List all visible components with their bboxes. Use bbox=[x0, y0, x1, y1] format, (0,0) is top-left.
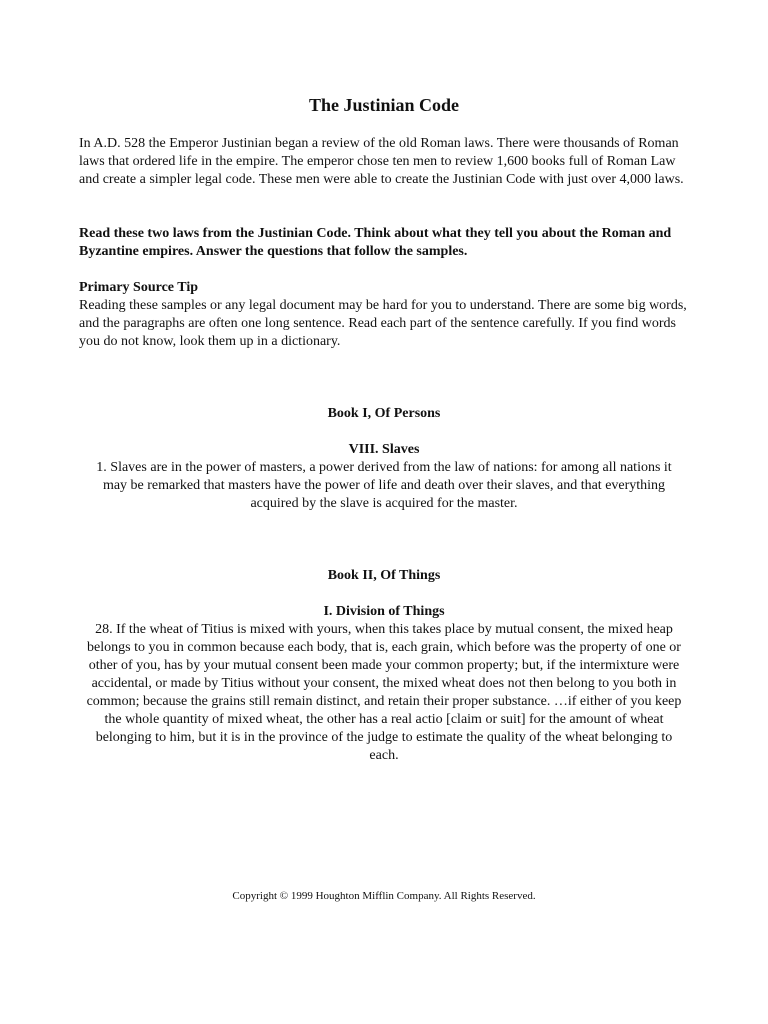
tip-heading: Primary Source Tip bbox=[79, 280, 198, 295]
book1-section-title: VIII. Slaves bbox=[348, 442, 420, 457]
intro-paragraph: In A.D. 528 the Emperor Justinian began a review of the old Roman laws. There were thousands of Roman laws that ordered life in the empire. The emperor chose ten men to review 1,600 books full of Roman Law and create a simpler legal code. These men were able to create the Justinian Code with just over 4,000 laws. bbox=[79, 136, 684, 187]
book2-section-title: I. Division of Things bbox=[323, 604, 445, 619]
instructions-paragraph: Read these two laws from the Justinian Code. Think about what they tell you about the Roman and Byzantine empires. Answer the questions that follow the samples. bbox=[79, 226, 672, 259]
tip-body: Reading these samples or any legal document may be hard for you to understand. There are some big words, and the paragraphs are often one long sentence. Read each part of the sentence carefully. If you find words you do not know, look them up in a dictionary. bbox=[79, 298, 687, 349]
book2-heading: Book II, Of Things bbox=[327, 568, 441, 583]
book2-law-text: 28. If the wheat of Titius is mixed with yours, when this takes place by mutual consent, the mixed heap belongs to you in common because each body, that is, each grain, which before was the property of one or other of you, has by your mutual consent been made your common property; but, if the intermixture were accidental, or made by Titius without your consent, the mixed wheat does not then belong to you both in common; because the grains still remain distinct, and retain their proper substance. …if either of you keep the whole quantity of mixed wheat, the other has a real actio [claim or suit] for the amount of wheat belonging to him, but it is in the province of the judge to estimate the quality of the wheat belonging to each. bbox=[86, 622, 682, 763]
copyright-notice: Copyright © 1999 Houghton Mifflin Company. All Rights Reserved. bbox=[232, 890, 536, 902]
page-title: The Justinian Code bbox=[308, 95, 460, 115]
book1-heading: Book I, Of Persons bbox=[327, 406, 441, 421]
book1-law-text: 1. Slaves are in the power of masters, a power derived from the law of nations: for among all nations it may be remarked that masters have the power of life and death over their slaves, and that everything acquired by the slave is acquired for the master. bbox=[96, 460, 672, 511]
